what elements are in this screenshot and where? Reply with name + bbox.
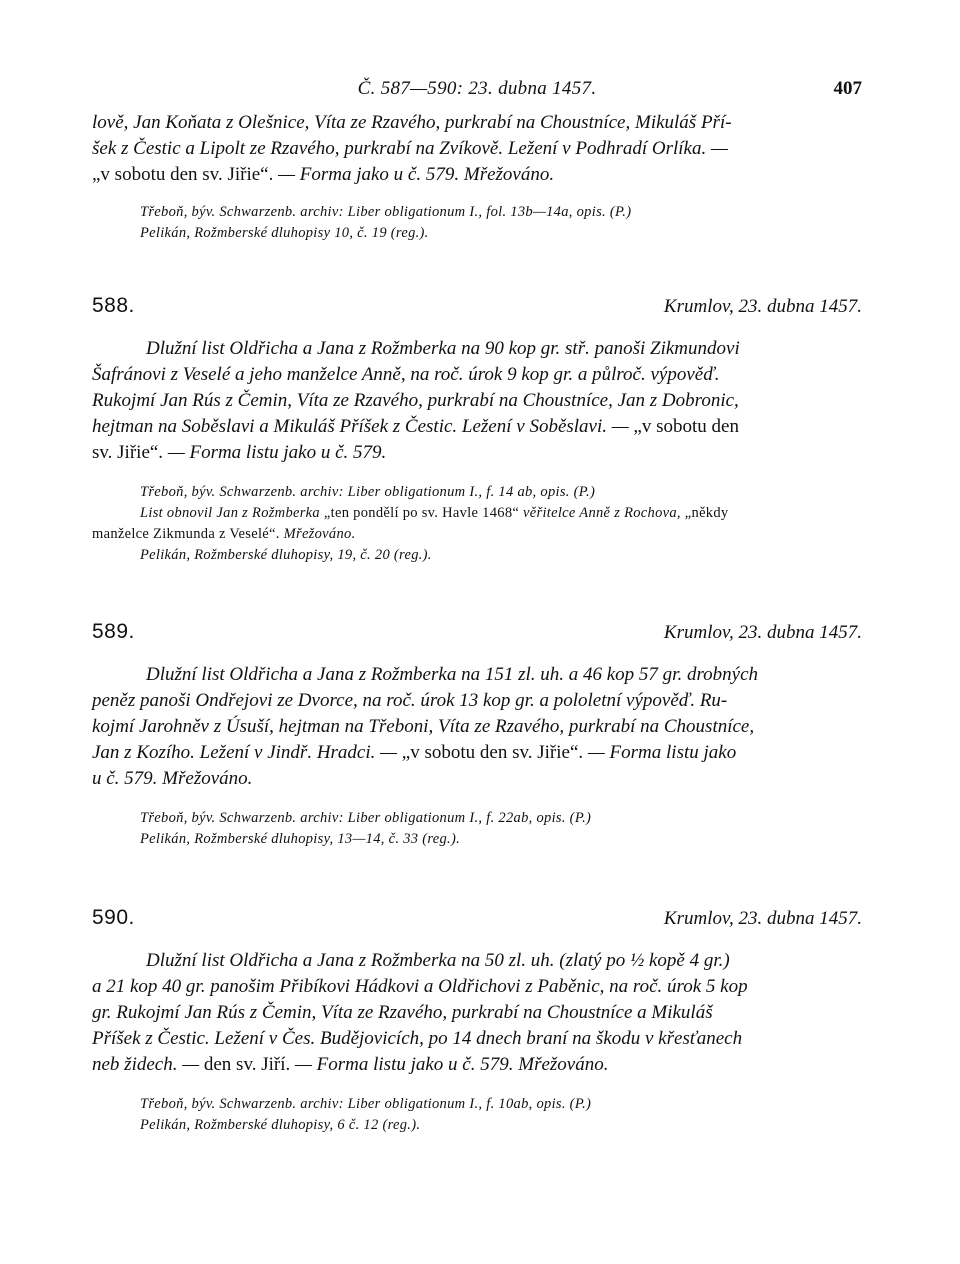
entry-header <box>92 620 862 654</box>
entry-place-date: Krumlov, 23. dubna 1457. <box>663 622 862 643</box>
entry-sources <box>92 1094 862 1136</box>
italic-text: a 21 kop 40 gr. panošim Přibíkovi Hádkovi a Oldřichovi z Paběnic, na roč. úrok 5 kop <box>92 976 748 997</box>
quote-text: sv. Jiřie“. <box>92 442 164 463</box>
text-line <box>92 662 862 688</box>
text-line: šek z Čestic a Lipolt ze Rzavého, purkrabí na Zvíkově. Ležení v Podhradí Orlíka. — <box>92 138 728 159</box>
source-line <box>140 1094 862 1115</box>
entry-place-date: Krumlov, 23. dubna 1457. <box>663 908 862 929</box>
text-line <box>92 766 862 792</box>
italic-text: peněz panoši Ondřejovi ze Dvorce, na roč. úrok 13 kop gr. a pololetní výpověď. Ru- <box>92 690 728 711</box>
quote-text: „v sobotu den sv. Jiřie“. <box>92 164 274 185</box>
italic-text: kojmí Jarohněv z Úsuší, hejtman na Třeboni, Víta ze Rzavého, purkrabí na Choustníce, <box>92 716 755 737</box>
italic-text: neb židech. — <box>92 1054 204 1075</box>
source-line <box>140 545 862 566</box>
entry-header <box>92 906 862 940</box>
text-line <box>92 336 862 362</box>
text-line <box>92 974 862 1000</box>
quote-text: „někdy <box>684 505 729 521</box>
source-line <box>140 1115 862 1136</box>
page <box>92 78 862 1136</box>
source-line <box>140 503 862 524</box>
entry-number: 589. <box>92 620 135 643</box>
italic-text: Jan z Kozího. Ležení v Jindř. Hradci. — <box>92 742 402 763</box>
text-line <box>92 714 862 740</box>
text-line <box>92 414 862 440</box>
italic-text: věřitelce Anně z Rochova, <box>519 505 685 521</box>
source-line: Pelikán, Rožmberské dluhopisy 10, č. 19 (reg.). <box>140 225 429 241</box>
source-line <box>140 829 862 850</box>
document-entry <box>92 620 862 850</box>
italic-text: Dlužní list Oldřicha a Jana z Rožmberka na 151 zl. uh. a 46 kop 57 gr. drobných <box>146 664 759 685</box>
italic-text: gr. Rukojmí Jan Rús z Čemin, Víta ze Rzavého, purkrabí na Choustníce a Mikuláš <box>92 1002 713 1023</box>
text-line <box>92 688 862 714</box>
source-line <box>140 808 862 829</box>
source-line <box>140 482 862 503</box>
italic-text: Třeboň, býv. Schwarzenb. archiv: Liber obligationum I., f. 22ab, opis. (P.) <box>140 810 592 826</box>
italic-text: Dlužní list Oldřicha a Jana z Rožmberka na 50 zl. uh. (zlatý po ½ kopě 4 gr.) <box>146 950 730 971</box>
text-line <box>92 740 862 766</box>
italic-text: — Forma listu jako u č. 579. Mřežováno. <box>290 1054 609 1075</box>
quote-text: „v sobotu den <box>633 416 739 437</box>
quote-text: „ten pondělí po sv. Havle 1468“ <box>323 505 520 521</box>
entry-place-date: Krumlov, 23. dubna 1457. <box>663 296 862 317</box>
italic-text: — Forma listu jako u č. 579. <box>163 442 387 463</box>
quote-text: „v sobotu den sv. Jiřie“. <box>401 742 584 763</box>
text-line <box>92 440 862 466</box>
quote-text: den sv. Jiří. <box>203 1054 291 1075</box>
italic-text: Pelikán, Rožmberské dluhopisy, 6 č. 12 (reg.). <box>140 1117 421 1133</box>
text-line <box>92 1000 862 1026</box>
italic-text: Příšek z Čestic. Ležení v Čes. Budějovicích, po 14 dnech braní na škodu v křesťanech <box>92 1028 743 1049</box>
italic-text: Dlužní list Oldřicha a Jana z Rožmberka na 90 kop gr. stř. panoši Zikmundovi <box>146 338 740 359</box>
italic-text: Třeboň, býv. Schwarzenb. archiv: Liber obligationum I., f. 14 ab, opis. (P.) <box>140 484 596 500</box>
document-entry <box>92 294 862 566</box>
quote-text: manželce Zikmunda z Veselé“. <box>92 526 280 542</box>
text-line: lově, Jan Koňata z Olešnice, Víta ze Rzavého, purkrabí na Choustníce, Mikuláš Pří- <box>92 112 732 133</box>
entry-number: 588. <box>92 294 135 317</box>
italic-text: u č. 579. Mřežováno. <box>92 768 253 789</box>
entry-summary <box>92 336 862 466</box>
entry-summary <box>92 948 862 1078</box>
text-line <box>92 162 862 188</box>
page-number: 407 <box>833 78 862 99</box>
entry-sources <box>92 482 862 566</box>
entry-header <box>92 294 862 328</box>
text-line <box>92 362 862 388</box>
text-line <box>92 948 862 974</box>
italic-text: — Forma listu jako <box>583 742 737 763</box>
continuation-text <box>92 110 862 244</box>
entry-sources <box>92 808 862 850</box>
text-line <box>92 1052 862 1078</box>
italic-text: hejtman na Soběslavi a Mikuláš Příšek z Čestic. Ležení v Soběslavi. — <box>92 416 634 437</box>
source-line <box>92 524 862 545</box>
entry-number: 590. <box>92 906 135 929</box>
italic-text: Pelikán, Rožmberské dluhopisy, 13—14, č. 33 (reg.). <box>140 831 461 847</box>
italic-text: Mřežováno. <box>279 526 356 542</box>
text-line <box>92 388 862 414</box>
text-line <box>92 1026 862 1052</box>
document-entry <box>92 906 862 1136</box>
running-head: Č. 587—590: 23. dubna 1457. <box>357 78 597 99</box>
italic-text: — Forma jako u č. 579. Mřežováno. <box>273 164 555 185</box>
source-line: Třeboň, býv. Schwarzenb. archiv: Liber obligationum I., fol. 13b—14a, opis. (P.) <box>140 204 632 220</box>
italic-text: List obnovil Jan z Rožmberka <box>140 505 324 521</box>
italic-text: Pelikán, Rožmberské dluhopisy, 19, č. 20 (reg.). <box>140 547 432 563</box>
italic-text: Třeboň, býv. Schwarzenb. archiv: Liber obligationum I., f. 10ab, opis. (P.) <box>140 1096 592 1112</box>
page-header <box>92 78 862 108</box>
italic-text: Rukojmí Jan Rús z Čemin, Víta ze Rzavého, purkrabí na Choustníce, Jan z Dobronic, <box>92 390 739 411</box>
italic-text: Šafránovi z Veselé a jeho manželce Anně, na roč. úrok 9 kop gr. a půlroč. výpověď. <box>92 364 720 385</box>
entry-summary <box>92 662 862 792</box>
